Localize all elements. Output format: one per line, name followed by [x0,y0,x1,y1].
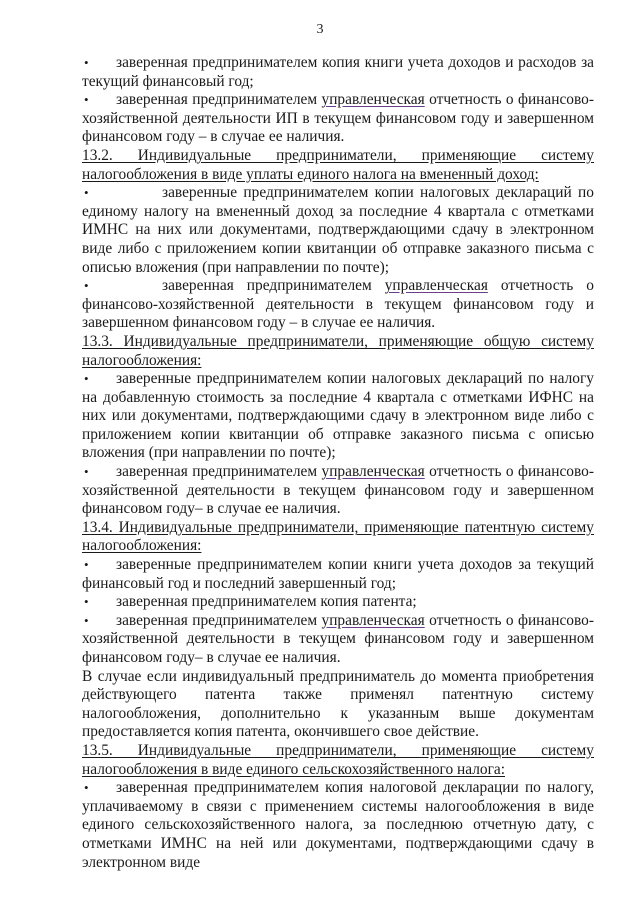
section-heading-13-3: 13.3. Индивидуальные предприниматели, применяющие общую систему налогообложения: [82,332,594,369]
bullet-marker: • [84,557,89,573]
bullet-marker: • [84,780,89,796]
underlined-word: управленческая [384,277,488,295]
list-item-text [82,612,594,668]
list-item-text [82,277,594,333]
section-heading-13-5: 13.5. Индивидуальные предприниматели, применяющие систему налогообложения в виде единого сельскохозяйственного налога: [82,741,594,778]
text-part: заверенная предпринимателем [162,277,385,295]
list-item [82,779,594,872]
bullet-marker: • [84,371,89,387]
paragraph: В случае если индивидуальный предприниматель до момента приобретения действующего патента также применял патентную систему налогообложения, дополнительно к указанным выше документам предоставляется копия патента, окончившего свое действие. [82,667,594,741]
list-item [82,612,594,668]
section-heading-13-4: 13.4. Индивидуальные предприниматели, применяющие патентную систему налогообложения: [82,518,594,555]
list-item [82,277,594,333]
text-part: отчетность о финансово-хозяйственной деятельности в текущем финансовом году и завершенном финансовом году – в случае ее наличия. [82,277,594,332]
underlined-word: управленческая [321,611,425,629]
text-part: заверенная предпринимателем [116,463,322,481]
list-item-text: заверенные предпринимателем копии налоговых деклараций по единому налогу на вмененный доход за последние 4 квартала с отметками ИМНС на них или документами, подтверждающими сдачу в электронном виде либо с приложением копии квитанции об отправке заказного письма с описью вложения (при направлении по почте); [82,184,594,276]
list-item [82,593,594,612]
list-item-text: заверенные предпринимателем копии книги учета доходов за текущий финансовый год и последний завершенный год; [82,556,594,592]
list-item-text [82,463,594,519]
bullet-marker: • [84,92,89,108]
document-body [82,54,594,872]
bullet-marker: • [84,594,89,610]
list-item [82,54,594,91]
underlined-word: управленческая [321,91,425,109]
list-item-text: заверенная предпринимателем копия патента; [116,593,417,611]
list-item [82,556,594,593]
bullet-marker: • [84,612,89,628]
list-item [82,91,594,147]
list-item-text: заверенные предпринимателем копии налоговых деклараций по налогу на добавленную стоимость за последние 4 квартала с отметками ИФНС на них или документами, подтверждающими сдачу в электронном виде либо с приложением копии квитанции об отправке заказного письма с описью вложения (при направлении по почте); [82,370,594,462]
list-item [82,463,594,519]
text-part: отчетность о финансово-хозяйственной деятельности в текущем финансовом году и завершенном финансовом году– в случае ее наличия. [82,463,594,518]
section-heading-13-2: 13.2. Индивидуальные предприниматели, применяющие систему налогообложения в виде уплаты единого налога на вмененный доход: [82,146,594,183]
list-item-text: заверенная предпринимателем копия книги учета доходов и расходов за текущий финансовый год; [82,54,594,90]
page-number: 3 [316,22,324,37]
text-part: отчетность о финансово-хозяйственной деятельности ИП в текущем финансовом году и завершенном финансовом году – в случае ее наличия. [82,91,594,146]
list-item [82,184,594,277]
list-item-text: заверенная предпринимателем копия налоговой декларации по налогу, уплачиваемому в связи с применением системы налогообложения в виде единого сельскохозяйственного налога, за последнюю отчетную дату, с отметками ИМНС на ней или документами, подтверждающими сдачу в электронном виде [82,779,594,871]
list-item [82,370,594,463]
text-part: заверенная предпринимателем [116,611,322,629]
bullet-marker: • [84,185,89,201]
list-item-text [82,91,594,147]
text-part: отчетность о финансово-хозяйственной деятельности в текущем финансовом году и завершенном финансовом году– в случае ее наличия. [82,611,594,666]
underlined-word: управленческая [321,463,425,481]
text-part: заверенная предпринимателем [116,91,322,109]
bullet-marker: • [84,278,89,294]
bullet-marker: • [84,55,89,70]
bullet-marker: • [84,464,89,480]
